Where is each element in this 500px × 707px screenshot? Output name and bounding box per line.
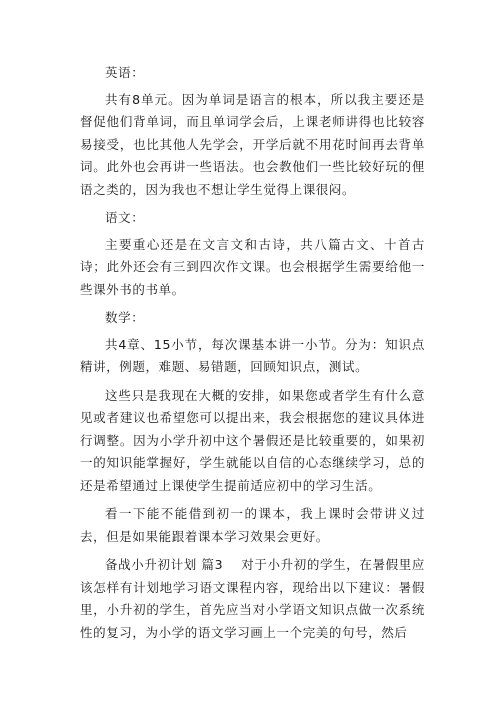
- section-heading-math: 数学：: [105, 310, 145, 325]
- section-paragraph-math: 共4章、15小节，每次课基本讲一小节。分为：知识点精讲，例题，难题、易错题，回顾知识点，测试。: [80, 336, 425, 374]
- section-heading-english: 英语：: [105, 65, 145, 80]
- closing-paragraph-textbook: 看一下能不能借到初一的课本，我上课时会带讲义过去，但是如果能跟着课本学习效果会更好。: [80, 506, 425, 544]
- section-heading-chinese: 语文：: [105, 210, 145, 225]
- final-section-title: 备战小升初计划 篇3: [105, 557, 224, 572]
- section-paragraph-english: 共有8单元。因为单词是语言的根本，所以我主要还是督促他们背单词，而且单词学会后，上课老师讲得也比较容易接受，也比其他人先学会，开学后就不用花时间再去背单词。此外也会再讲一些语法。也会教他们一些比较好玩的俚语之类的，因为我也不想让学生觉得上课很闷。: [80, 91, 425, 197]
- final-section-text: 对于小升初的学生，在暑假里应该怎样有计划地学习语文课程内容，现给出以下建议：暑假里，小升初的学生，首先应当对小学语文知识点做一次系统性的复习，为小学的语文学习画上一个完美的句号，然后: [80, 557, 425, 640]
- final-section-paragraph: [80, 554, 425, 644]
- closing-paragraph-plan: 这些只是我现在大概的安排，如果您或者学生有什么意见或者建议也希望您可以提出来，我会根据您的建议具体进行调整。因为小学升初中这个暑假还是比较重要的，如果初一的知识能掌握好，学生就能以自信的心态继续学习，总的还是希望通过上课使学生提前适应初中的学习生活。: [80, 387, 425, 493]
- document-body: [80, 62, 425, 650]
- section-paragraph-chinese: 主要重心还是在文言文和古诗，共八篇古文、十首古诗；此外还会有三到四次作文课。也会根据学生需要给他一些课外书的书单。: [80, 236, 425, 297]
